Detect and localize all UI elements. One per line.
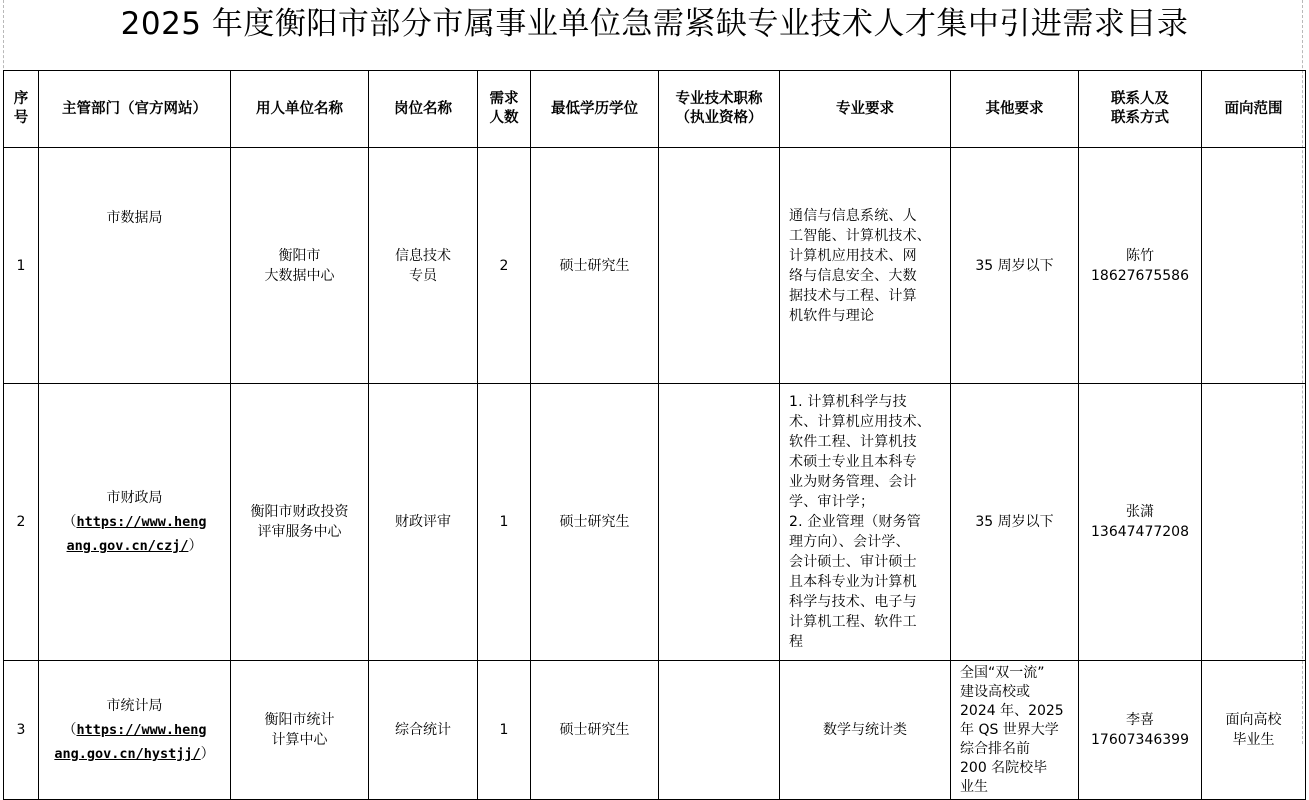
cell-title (659, 384, 780, 661)
major-line: 机软件与理论 (789, 307, 875, 324)
other-line: 全国“双一流” (960, 664, 1045, 681)
other-line: 200 名院校毕 (960, 759, 1048, 776)
header-seq (4, 71, 39, 148)
cell-scope (1202, 384, 1306, 661)
cell-department (39, 661, 231, 800)
cell-count: 1 (478, 661, 531, 800)
major-line: 2. 企业管理（财务管 (789, 514, 922, 530)
cell-contact (1079, 661, 1202, 800)
header-seq-line2: 号 (13, 110, 29, 126)
contact-phone: 17607346399 (1091, 732, 1189, 748)
major-line: 术硕士专业且本科专 (789, 454, 917, 470)
scope-line2: 毕业生 (1232, 732, 1275, 748)
cell-title (659, 148, 780, 384)
cell-unit (231, 148, 369, 384)
major-line: 1. 计算机科学与技 (789, 394, 907, 410)
department-website-link[interactable]: https://www.heng (76, 722, 207, 738)
header-title-line2: （执业资格） (675, 110, 763, 126)
other-line: 年 QS 世界大学 (960, 721, 1059, 738)
contact-phone: 18627675586 (1091, 267, 1189, 284)
unit-line1: 衡阳市 (278, 247, 321, 264)
cell-unit (231, 384, 369, 661)
department-link-line2 (39, 742, 230, 766)
cell-title (659, 661, 780, 800)
cell-unit (231, 661, 369, 800)
table-row (4, 148, 1306, 384)
cell-seq: 1 (4, 148, 39, 384)
department-name: 市统计局 (106, 698, 163, 714)
major-line: 理方向）、会计学、 (789, 534, 910, 550)
department-link-line1 (39, 510, 230, 534)
cell-scope (1202, 661, 1306, 800)
link-suffix: ） (188, 538, 203, 554)
header-seq-line1: 序 (13, 91, 29, 107)
header-count-line1: 需求 (489, 91, 519, 107)
major-line: 计算机应用技术、网 (789, 247, 917, 264)
cell-major (780, 148, 951, 384)
contact-name: 李喜 (1126, 712, 1154, 728)
cell-contact (1079, 148, 1202, 384)
other-line: 2024 年、2025 (960, 702, 1064, 719)
unit-line2: 评审服务中心 (257, 524, 342, 540)
cell-seq: 2 (4, 384, 39, 661)
cell-other: 35 周岁以下 (951, 384, 1079, 661)
header-count (478, 71, 531, 148)
cell-education: 硕士研究生 (531, 384, 659, 661)
major-line: 学、审计学； (789, 494, 875, 510)
cell-position (369, 148, 478, 384)
cell-seq: 3 (4, 661, 39, 800)
major-line: 科学与技术、电子与 (789, 594, 917, 610)
other-line: 建设高校或 (960, 683, 1030, 700)
contact-phone: 13647477208 (1091, 524, 1189, 540)
header-contact (1079, 71, 1202, 148)
cell-other: 35 周岁以下 (951, 148, 1079, 384)
header-contact-line1: 联系人及 (1111, 91, 1169, 107)
header-position: 岗位名称 (369, 71, 478, 148)
major-line: 且本科专业为计算机 (789, 574, 917, 590)
recruitment-table (3, 70, 1306, 800)
header-title-line1: 专业技术职称 (675, 91, 763, 107)
major-line: 软件工程、计算机技 (789, 434, 917, 450)
cell-education: 硕士研究生 (531, 148, 659, 384)
header-contact-line2: 联系方式 (1111, 110, 1169, 126)
cell-education: 硕士研究生 (531, 661, 659, 800)
link-prefix: （ (62, 722, 77, 738)
header-count-line2: 人数 (489, 110, 519, 126)
link-prefix: （ (62, 514, 77, 530)
major-line: 据技术与工程、计算 (789, 287, 917, 304)
header-education: 最低学历学位 (531, 71, 659, 148)
header-scope: 面向范围 (1202, 71, 1306, 148)
cell-department (39, 384, 231, 661)
cell-position: 综合统计 (369, 661, 478, 800)
header-major: 专业要求 (780, 71, 951, 148)
other-line: 业生 (960, 778, 988, 795)
position-line2: 专员 (409, 267, 437, 284)
major-line: 工智能、计算机技术、 (789, 227, 931, 244)
contact-name: 陈竹 (1126, 247, 1154, 264)
cell-contact (1079, 384, 1202, 661)
department-website-link-cont[interactable]: ang.gov.cn/hystjj/ (54, 746, 201, 762)
major-line: 计算机工程、软件工 (789, 614, 917, 630)
contact-name: 张潇 (1126, 504, 1154, 520)
department-link-line2 (39, 534, 230, 558)
major-line: 络与信息安全、大数 (789, 267, 917, 284)
major-line: 会计硕士、审计硕士 (789, 554, 917, 570)
cell-major (780, 384, 951, 661)
scope-line1: 面向高校 (1225, 712, 1282, 728)
cell-count: 1 (478, 384, 531, 661)
department-name: 市数据局 (106, 210, 163, 226)
header-row (4, 71, 1306, 148)
department-website-link-cont[interactable]: ang.gov.cn/czj/ (66, 538, 189, 554)
department-name: 市财政局 (106, 490, 163, 506)
unit-line1: 衡阳市财政投资 (250, 504, 349, 520)
major-line: 术、计算机应用技术、 (789, 414, 931, 430)
major-line: 程 (789, 634, 804, 650)
link-suffix: ） (200, 746, 215, 762)
unit-line2: 计算中心 (271, 732, 328, 748)
header-other: 其他要求 (951, 71, 1079, 148)
unit-line1: 衡阳市统计 (264, 712, 335, 728)
table-row (4, 661, 1306, 800)
page-title: 2025 年度衡阳市部分市属事业单位急需紧缺专业技术人才集中引进需求目录 (120, 6, 1189, 42)
cell-position: 财政评审 (369, 384, 478, 661)
position-line1: 信息技术 (395, 247, 451, 264)
department-website-link[interactable]: https://www.heng (76, 514, 207, 530)
department-link-line1 (39, 718, 230, 742)
cell-count: 2 (478, 148, 531, 384)
table-row (4, 384, 1306, 661)
cell-major: 数学与统计类 (780, 661, 951, 800)
major-line: 业为财务管理、会计 (789, 474, 917, 490)
header-department: 主管部门（官方网站） (39, 71, 231, 148)
unit-line2: 大数据中心 (264, 267, 335, 284)
header-unit: 用人单位名称 (231, 71, 369, 148)
cell-department (39, 148, 231, 384)
other-line: 综合排名前 (960, 740, 1030, 757)
header-title (659, 71, 780, 148)
major-line: 通信与信息系统、人 (789, 207, 917, 224)
cell-scope (1202, 148, 1306, 384)
cell-other (951, 661, 1079, 800)
